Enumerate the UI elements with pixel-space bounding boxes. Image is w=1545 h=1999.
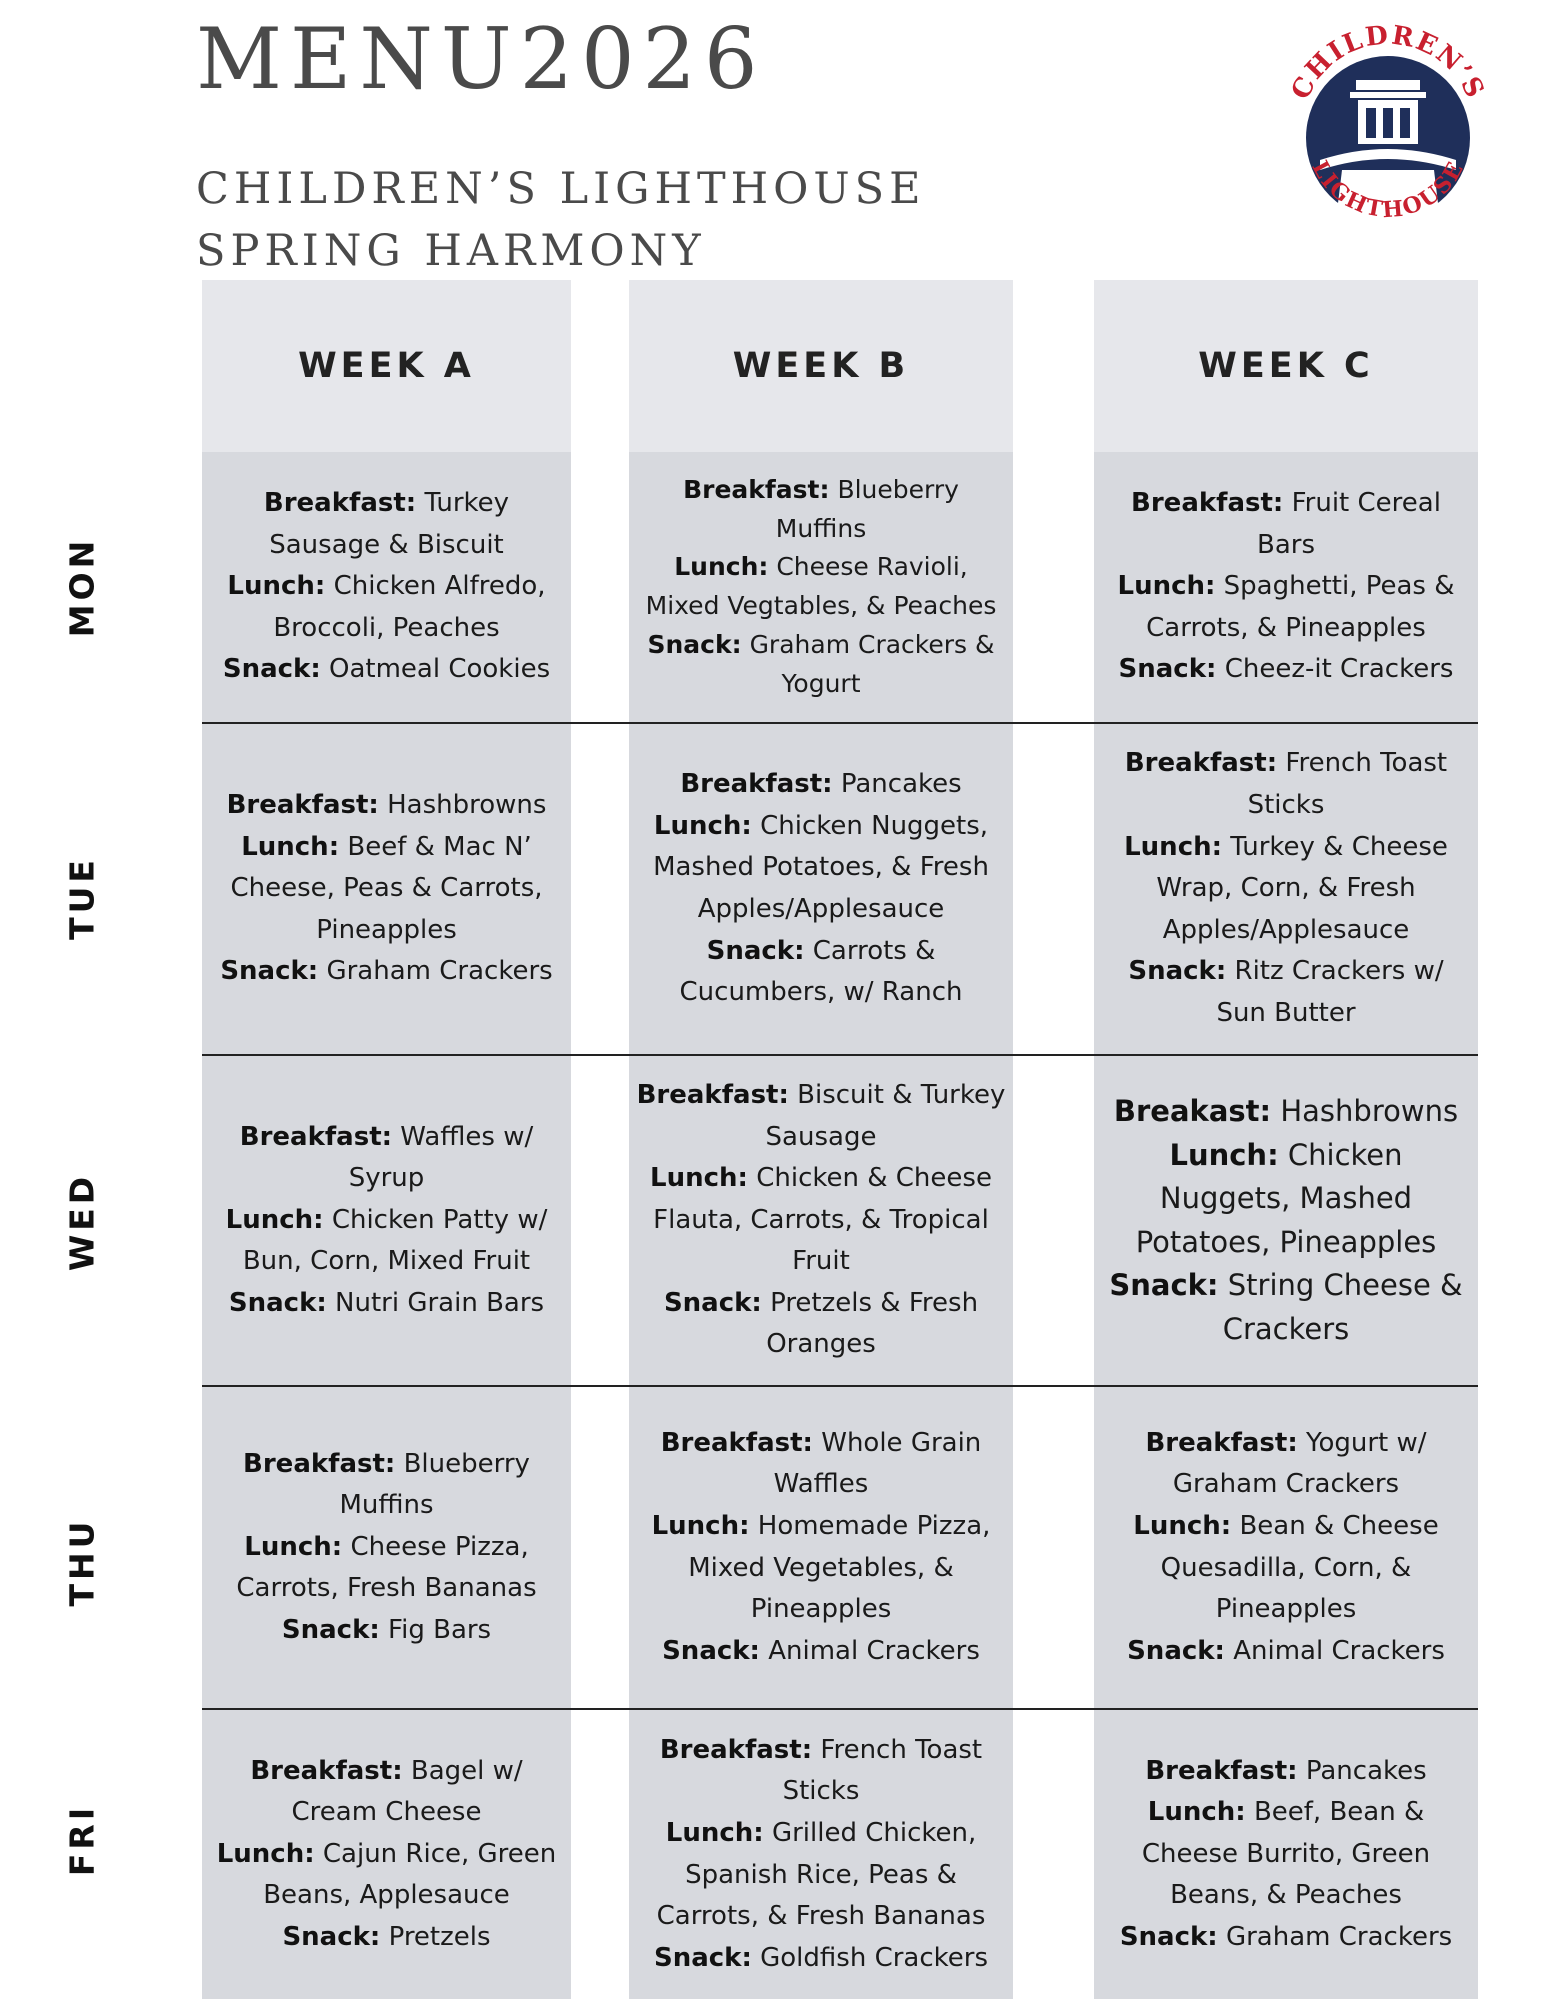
snack-item: Graham Crackers & Yogurt — [749, 629, 995, 698]
subtitle-line-1: CHILDREN’S LIGHTHOUSE — [196, 164, 926, 214]
breakfast-item: Hashbrowns — [1280, 1094, 1459, 1128]
breakfast-item: Turkey Sausage & Biscuit — [269, 488, 510, 560]
lunch-label: Lunch: — [244, 1531, 343, 1562]
breakfast-label: Breakfast: — [250, 1755, 403, 1786]
snack-label: Snack: — [647, 629, 742, 659]
menu-cell-thu-b — [629, 1387, 1013, 1708]
lunch-item: Beef & Mac N’ Cheese, Peas & Carrots, Pineapples — [230, 831, 543, 945]
menu-cell-tue-a — [202, 724, 571, 1054]
lunch-item: Homemade Pizza, Mixed Vegetables, & Pineapples — [688, 1510, 991, 1625]
childrens-lighthouse-logo — [1280, 20, 1495, 245]
menu-cell-wed-c — [1094, 1056, 1478, 1385]
snack-label: Snack: — [706, 935, 805, 966]
logo-text-bottom: LIGHTHOUSE — [1306, 156, 1470, 224]
logo-text-top: CHILDREN’S — [1285, 20, 1491, 105]
snack-item: Ritz Crackers w/ Sun Butter — [1216, 956, 1444, 1028]
lunch-item: Grilled Chicken, Spanish Rice, Peas & Carrots, & Fresh Bananas — [656, 1817, 986, 1932]
snack-item: Oatmeal Cookies — [329, 654, 551, 685]
page-subtitle — [196, 158, 926, 282]
breakfast-label: Breakfast: — [239, 1121, 393, 1152]
snack-label: Snack: — [228, 1287, 327, 1318]
menu-cell-thu-c — [1094, 1387, 1478, 1708]
lunch-item: Cajun Rice, Green Beans, Applesauce — [263, 1838, 557, 1911]
lunch-label: Lunch: — [1147, 1797, 1246, 1828]
breakfast-item: Fruit Cereal Bars — [1256, 488, 1441, 560]
lunch-item: Cheese Pizza, Carrots, Fresh Bananas — [236, 1531, 537, 1604]
breakfast-label: Breakfast: — [1124, 748, 1278, 779]
week-b-header: WEEK B — [629, 280, 1013, 452]
breakfast-label: Breakfast: — [683, 474, 830, 504]
lunch-item: Chicken Nuggets, Mashed Potatoes, Pineapples — [1135, 1137, 1437, 1259]
lunch-item: Spaghetti, Peas & Carrots, & Pineapples — [1146, 571, 1455, 643]
menu-cell-fri-c — [1094, 1710, 1478, 1999]
snack-item: Animal Crackers — [1233, 1635, 1445, 1666]
lunch-label: Lunch: — [216, 1838, 315, 1869]
snack-label: Snack: — [663, 1287, 762, 1318]
lunch-item: Cheese Ravioli, Mixed Vegtables, & Peaches — [645, 552, 997, 620]
snack-label: Snack: — [1119, 1921, 1218, 1952]
lunch-item: Turkey & Cheese Wrap, Corn, & Fresh Apples/Applesauce — [1156, 831, 1448, 945]
breakfast-item: Blueberry Muffins — [775, 474, 959, 543]
lunch-item: Beef, Bean & Cheese Burrito, Green Beans, & Peaches — [1141, 1797, 1431, 1911]
snack-item: Graham Crackers — [326, 956, 553, 987]
breakfast-item: Biscuit & Turkey Sausage — [765, 1079, 1006, 1152]
lunch-label: Lunch: — [1133, 1510, 1232, 1541]
breakfast-label: Breakfast: — [243, 1448, 396, 1479]
menu-cell-tue-c — [1094, 724, 1478, 1054]
breakfast-label: Breakfast: — [636, 1079, 789, 1110]
snack-label: Snack: — [222, 654, 321, 685]
week-a-header: WEEK A — [202, 280, 571, 452]
breakfast-item: Hashbrowns — [387, 790, 547, 821]
lunch-item: Chicken & Cheese Flauta, Carrots, & Tropical Fruit — [653, 1163, 992, 1277]
menu-cell-fri-b — [629, 1710, 1013, 1999]
breakfast-label: Breakfast: — [1145, 1755, 1298, 1786]
menu-cell-mon-a — [202, 452, 571, 722]
breakfast-item: Waffles w/ Syrup — [348, 1121, 534, 1194]
lunch-item: Chicken Alfredo, Broccoli, Peaches — [273, 571, 546, 643]
snack-item: Animal Crackers — [768, 1635, 980, 1666]
snack-item: Pretzels & Fresh Oranges — [766, 1287, 979, 1360]
snack-item: Carrots & Cucumbers, w/ Ranch — [679, 935, 963, 1008]
snack-label: Snack: — [220, 956, 319, 987]
breakfast-item: French Toast Sticks — [782, 1734, 983, 1807]
snack-label: Snack: — [1128, 956, 1227, 987]
lunch-label: Lunch: — [1169, 1137, 1279, 1172]
breakfast-label: Breakfast: — [680, 769, 833, 800]
lunch-label: Lunch: — [665, 1817, 764, 1848]
snack-label: Snack: — [281, 1614, 380, 1645]
lunch-item: Chicken Patty w/ Bun, Corn, Mixed Fruit — [242, 1204, 548, 1277]
breakfast-item: Bagel w/ Cream Cheese — [291, 1755, 523, 1828]
menu-cell-fri-a — [202, 1710, 571, 1999]
snack-item: Goldfish Crackers — [760, 1942, 989, 1973]
snack-label: Snack: — [1109, 1268, 1219, 1302]
lunch-label: Lunch: — [241, 831, 340, 862]
breakfast-item: Pancakes — [840, 769, 962, 800]
menu-cell-mon-b — [629, 452, 1013, 722]
breakfast-label: Breakfast: — [1145, 1427, 1298, 1458]
snack-label: Snack: — [282, 1921, 381, 1952]
lunch-label: Lunch: — [1124, 831, 1223, 862]
breakfast-label: Breakast: — [1113, 1094, 1272, 1128]
menu-cell-mon-c — [1094, 452, 1478, 722]
lunch-label: Lunch: — [227, 571, 326, 602]
breakfast-label: Breakfast: — [659, 1734, 813, 1765]
menu-cell-thu-a — [202, 1387, 571, 1708]
snack-label: Snack: — [1118, 654, 1217, 685]
breakfast-label: Breakfast: — [1131, 488, 1284, 519]
lunch-label: Lunch: — [650, 1163, 748, 1194]
lunch-item: Chicken Nuggets, Mashed Potatoes, & Fresh Apples/Applesauce — [653, 810, 989, 924]
lunch-label: Lunch: — [1117, 571, 1216, 602]
lunch-label: Lunch: — [674, 552, 769, 582]
snack-label: Snack: — [662, 1635, 760, 1666]
lunch-label: Lunch: — [225, 1204, 324, 1235]
page-title: MENU2026 — [196, 10, 766, 108]
breakfast-item: Pancakes — [1305, 1755, 1427, 1786]
lunch-label: Lunch: — [651, 1510, 750, 1541]
subtitle-line-2: SPRING HARMONY — [196, 226, 706, 276]
snack-item: Fig Bars — [388, 1614, 492, 1645]
breakfast-label: Breakfast: — [226, 790, 379, 821]
lunch-item: Bean & Cheese Quesadilla, Corn, & Pineapples — [1160, 1510, 1439, 1625]
breakfast-label: Breakfast: — [263, 488, 417, 519]
snack-item: Nutri Grain Bars — [335, 1287, 545, 1318]
breakfast-item: French Toast Sticks — [1247, 748, 1448, 821]
lunch-label: Lunch: — [653, 810, 752, 841]
breakfast-item: Whole Grain Waffles — [773, 1427, 982, 1500]
breakfast-label: Breakfast: — [660, 1427, 813, 1458]
snack-item: Graham Crackers — [1225, 1921, 1453, 1952]
menu-cell-wed-a — [202, 1056, 571, 1385]
breakfast-item: Blueberry Muffins — [339, 1448, 530, 1521]
snack-item: Pretzels — [388, 1921, 491, 1952]
snack-item: Cheez-it Crackers — [1224, 654, 1454, 685]
snack-label: Snack: — [653, 1942, 752, 1973]
week-c-header: WEEK C — [1094, 280, 1478, 452]
breakfast-item: Yogurt w/ Graham Crackers — [1172, 1427, 1427, 1500]
snack-label: Snack: — [1127, 1635, 1225, 1666]
menu-cell-tue-b — [629, 724, 1013, 1054]
menu-cell-wed-b — [629, 1056, 1013, 1385]
snack-item: String Cheese & Crackers — [1222, 1268, 1463, 1346]
